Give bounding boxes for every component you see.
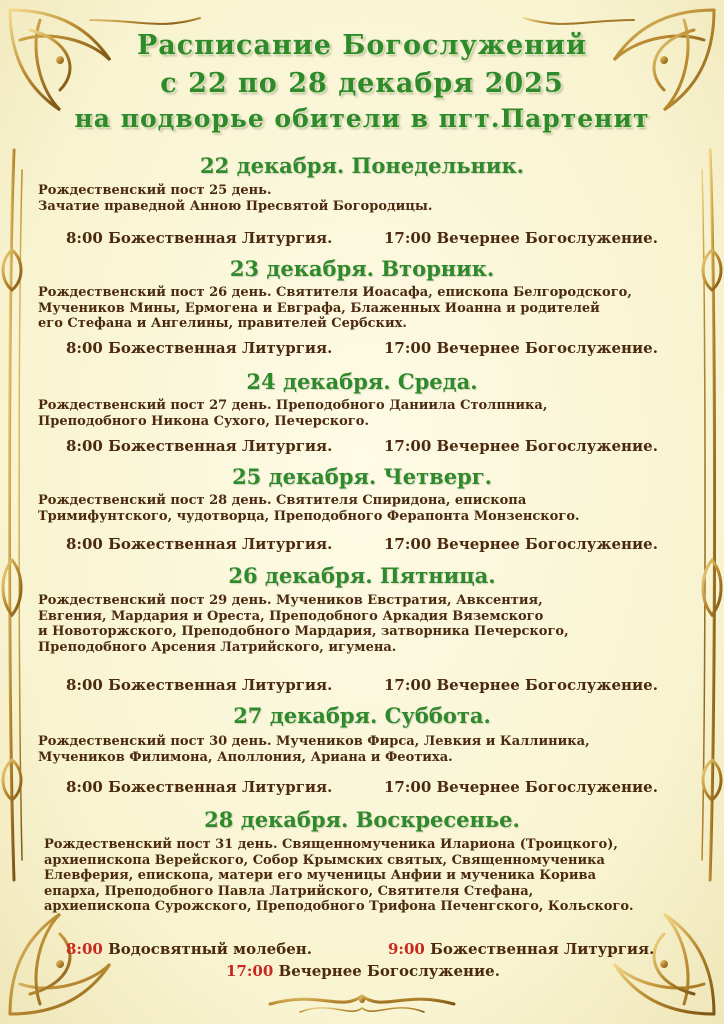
service-evening: 17:00 Вечернее Богослужение.	[384, 535, 658, 553]
day-title: 23 декабря. Вторник.	[229, 256, 495, 281]
service-evening: 17:00 Вечернее Богослужение.	[384, 778, 658, 796]
service-label: Божественная Литургия.	[424, 940, 655, 958]
service-label: Водосвятный молебен.	[102, 940, 312, 958]
description-line: Преподобного Арсения Латрийского, игумена.	[38, 639, 397, 655]
day-title: 24 декабря. Среда.	[246, 369, 478, 394]
description-line: Рождественский пост 29 день. Мучеников Евстратия, Авксентия,	[38, 593, 543, 608]
description-line: Рождественский пост 31 день. Священномученика Илариона (Троицкого),	[44, 837, 618, 852]
service-morning: 8:00 Божественная Литургия.	[66, 339, 333, 357]
day-description	[38, 493, 698, 524]
description-line: Преподобного Никона Сухого, Печерского.	[38, 413, 369, 429]
service-time: 9:00	[388, 940, 425, 958]
description-line: архиепископа Сурожского, Преподобного Трифона Печенгского, Кольского.	[44, 899, 634, 914]
day-description	[38, 398, 698, 429]
day-title: 26 декабря. Пятница.	[228, 563, 496, 588]
description-line: архиепископа Верейского, Собор Крымских святых, Священномученика	[44, 852, 605, 868]
day-title: 25 декабря. Четверг.	[232, 464, 492, 489]
service-evening: 17:00 Вечернее Богослужение.	[384, 229, 658, 247]
header-title: Расписание Богослужений	[137, 30, 587, 61]
service-evening: 17:00 Вечернее Богослужение.	[384, 339, 658, 357]
service-evening	[226, 962, 500, 980]
day-description	[44, 837, 704, 915]
service-label: Вечернее Богослужение.	[273, 962, 500, 980]
description-line: Мучеников Мины, Ермогена и Евграфа, Блаженных Иоанна и родителей	[38, 300, 600, 316]
header-dates: с 22 по 28 декабря 2025	[160, 68, 564, 99]
service-morning: 8:00 Божественная Литургия.	[66, 778, 333, 796]
service-morning: 8:00 Божественная Литургия.	[66, 535, 333, 553]
service-time: 17:00	[226, 962, 274, 980]
description-line: Рождественский пост 26 день. Святителя Иоасафа, епископа Белгородского,	[38, 285, 632, 300]
description-line: Рождественский пост 27 день. Преподобного Даниила Столпника,	[38, 398, 548, 413]
day-description	[38, 285, 698, 332]
service-liturgy	[388, 940, 654, 958]
description-line: его Стефана и Ангелины, правителей Сербских.	[38, 316, 407, 331]
service-evening: 17:00 Вечернее Богослужение.	[384, 676, 658, 694]
service-time: 8:00	[66, 940, 103, 958]
day-description	[38, 734, 698, 765]
day-description	[38, 183, 698, 214]
service-morning: 8:00 Божественная Литургия.	[66, 437, 333, 455]
header-location: на подворье обители в пгт.Партенит	[74, 104, 650, 133]
description-line: и Новоторжского, Преподобного Мардария, затворника Печерского,	[38, 624, 569, 639]
description-line: Елевферия, епископа, матери его мученицы Анфии и мученика Корива	[44, 868, 596, 883]
service-blessing-of-water	[66, 940, 312, 958]
description-line: Мучеников Филимона, Аполлония, Ариана и Феотиха.	[38, 749, 453, 765]
description-line: епарха, Преподобного Павла Латрийского, Святителя Стефана,	[44, 883, 534, 899]
service-evening: 17:00 Вечернее Богослужение.	[384, 437, 658, 455]
description-line: Зачатие праведной Анною Пресвятой Богородицы.	[38, 198, 433, 214]
description-line: Рождественский пост 28 день. Святителя Спиридона, епископа	[38, 493, 527, 508]
day-title: 22 декабря. Понедельник.	[200, 153, 524, 178]
description-line: Рождественский пост 25 день.	[38, 183, 272, 198]
description-line: Тримифунтского, чудотворца, Преподобного Ферапонта Монзенского.	[38, 508, 580, 524]
service-morning: 8:00 Божественная Литургия.	[66, 229, 333, 247]
service-morning: 8:00 Божественная Литургия.	[66, 676, 333, 694]
day-title: 28 декабря. Воскресенье.	[204, 807, 520, 832]
day-description	[38, 593, 698, 655]
day-title: 27 декабря. Суббота.	[233, 703, 491, 728]
description-line: Рождественский пост 30 день. Мучеников Фирса, Левкия и Каллиника,	[38, 734, 590, 749]
description-line: Евгения, Мардария и Ореста, Преподобного Аркадия Вяземского	[38, 608, 544, 624]
